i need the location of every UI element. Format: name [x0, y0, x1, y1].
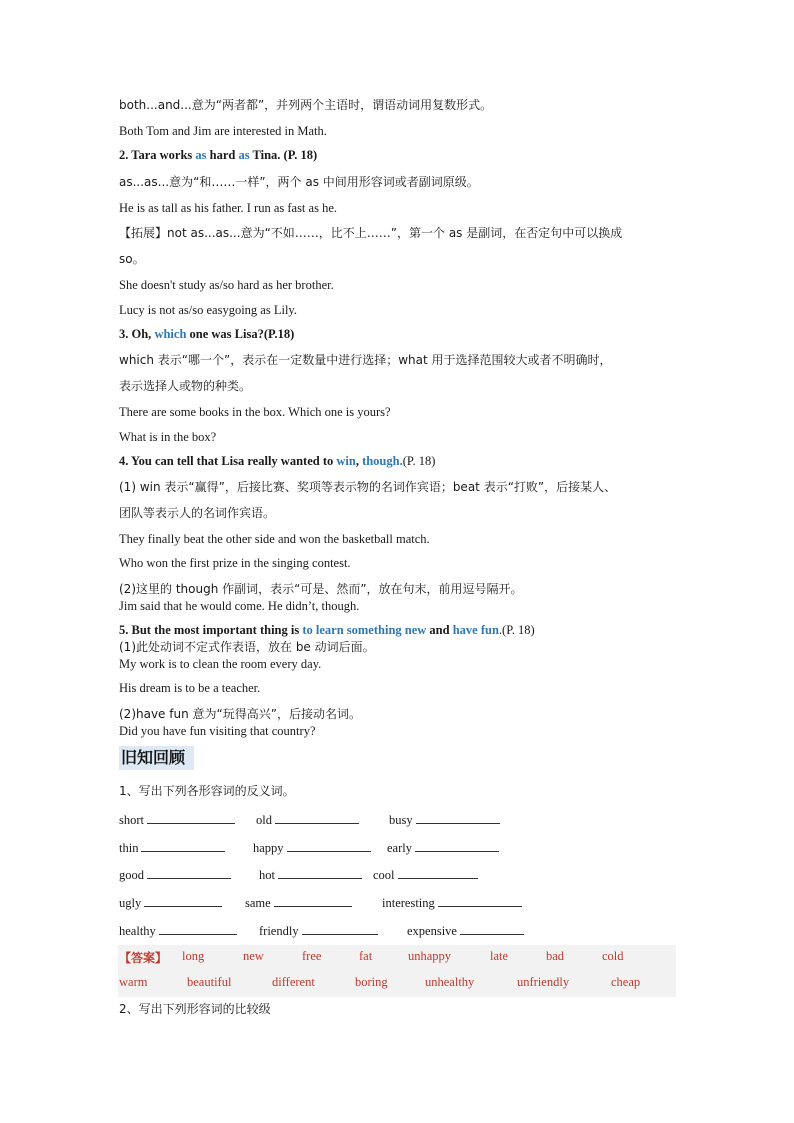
example-sentence: His dream is to be a teacher. — [119, 681, 261, 695]
answer-word: unhappy — [408, 949, 452, 963]
blank-item[interactable]: interesting — [382, 894, 522, 911]
blank-item[interactable]: thin — [119, 839, 225, 856]
answer-word: long — [182, 949, 205, 963]
blank-item[interactable]: expensive — [407, 922, 524, 939]
example-sentence: There are some books in the box. Which one is yours? — [119, 405, 391, 419]
text-line: (2)这里的 though 作副词，表示“可是、然而”，放在句末，前用逗号隔开。 — [119, 582, 523, 596]
answer-word: bad — [546, 949, 565, 963]
text-line: as...as...意为“和……一样”，两个 as 中间用形容词或者副词原级。 — [119, 175, 479, 189]
exercise-title: 2、写出下列形容词的比较级 — [119, 1002, 271, 1016]
point-heading-2: 2. Tara works as hard as Tina. (P. 18) — [119, 148, 318, 162]
answer-word: cold — [602, 949, 624, 963]
answer-word: cheap — [611, 975, 641, 989]
blank-item[interactable]: early — [387, 839, 499, 856]
text-line: 团队等表示人的名词作宾语。 — [119, 506, 276, 520]
text-line: so。 — [119, 252, 145, 266]
blank-item[interactable]: happy — [253, 839, 371, 856]
point-heading-4: 4. You can tell that Lisa really wanted to win, though.(P. 18) — [119, 454, 436, 468]
example-sentence: Who won the first prize in the singing contest. — [119, 556, 351, 570]
example-sentence: She doesn't study as/so hard as her brother. — [119, 278, 334, 292]
blank-item[interactable]: healthy — [119, 922, 237, 939]
answer-word: free — [302, 949, 322, 963]
answer-word: beautiful — [187, 975, 232, 989]
example-sentence: What is in the box? — [119, 430, 217, 444]
blank-item[interactable]: same — [245, 894, 352, 911]
text-line: 【拓展】not as...as...意为“不如……，比不上……”，第一个 as 是副词，在否定句中可以换成 — [119, 226, 623, 240]
answer-word: different — [272, 975, 315, 989]
text-line: 表示选择人或物的种类。 — [119, 379, 252, 393]
answer-word: late — [490, 949, 509, 963]
example-sentence: Did you have fun visiting that country? — [119, 724, 316, 738]
blank-item[interactable]: cool — [373, 866, 478, 883]
blank-item[interactable]: ugly — [119, 894, 222, 911]
example-sentence: Jim said that he would come. He didn’t, though. — [119, 599, 360, 613]
text-line: both...and...意为“两者都”，并列两个主语时，谓语动词用复数形式。 — [119, 98, 493, 112]
answer-word: fat — [359, 949, 373, 963]
example-sentence: Both Tom and Jim are interested in Math. — [119, 124, 327, 138]
blank-item[interactable]: friendly — [259, 922, 378, 939]
answer-word: unfriendly — [517, 975, 570, 989]
example-sentence: Lucy is not as/so easygoing as Lily. — [119, 303, 297, 317]
text-line: (1) win 表示“赢得”，后接比赛、奖项等表示物的名词作宾语；beat 表示“打败”，后接某人、 — [119, 480, 617, 494]
text-line: (1)此处动词不定式作表语，放在 be 动词后面。 — [119, 640, 375, 654]
blank-item[interactable]: hot — [259, 866, 362, 883]
text-line: which 表示“哪一个”，表示在一定数量中进行选择；what 用于选择范围较大或者不明确时， — [119, 353, 612, 367]
blank-item[interactable]: good — [119, 866, 231, 883]
text-line: (2)have fun 意为“玩得高兴”，后接动名词。 — [119, 707, 361, 721]
blank-item[interactable]: short — [119, 811, 235, 828]
example-sentence: They finally beat the other side and won the basketball match. — [119, 532, 430, 546]
answer-word: warm — [119, 975, 148, 989]
answer-word: unhealthy — [425, 975, 475, 989]
blank-item[interactable]: old — [256, 811, 359, 828]
exercise-title: 1、写出下列各形容词的反义词。 — [119, 784, 295, 798]
example-sentence: My work is to clean the room every day. — [119, 657, 322, 671]
point-heading-5: 5. But the most important thing is to learn something new and have fun.(P. 18) — [119, 623, 535, 637]
answer-label: 【答案】 — [119, 951, 168, 965]
section-title: 旧知回顾 — [119, 746, 194, 770]
answer-word: boring — [355, 975, 388, 989]
answer-word: new — [243, 949, 264, 963]
example-sentence: He is as tall as his father. I run as fast as he. — [119, 201, 337, 215]
blank-item[interactable]: busy — [389, 811, 500, 828]
point-heading-3: 3. Oh, which one was Lisa?(P.18) — [119, 327, 295, 341]
